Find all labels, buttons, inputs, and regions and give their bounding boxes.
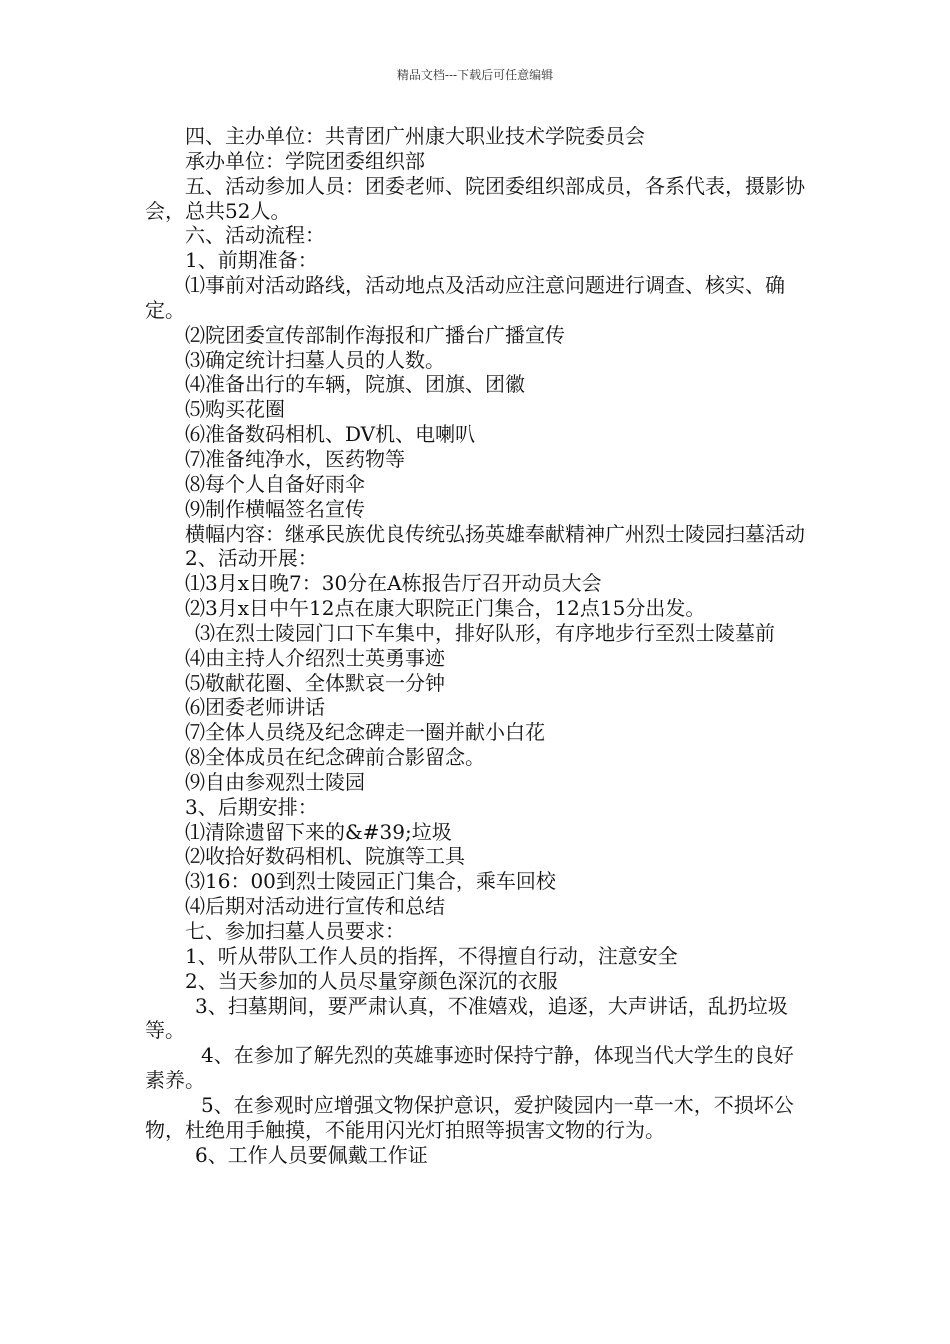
- paragraph: ⑷后期对活动进行宣传和总结: [185, 894, 445, 919]
- paragraph: 6、工作人员要佩戴工作证: [195, 1142, 428, 1167]
- paragraph: 1、听从带队工作人员的指挥，不得擅自行动，注意安全: [185, 943, 678, 968]
- paragraph: ⑻每个人自备好雨伞: [185, 471, 365, 496]
- paragraph: ⑵收拾好数码相机、院旗等工具: [185, 844, 465, 869]
- paragraph: 5、在参观时应增强文物保护意识，爱护陵园内一草一木，不损坏公物，杜绝用手触摸，不能用闪光灯拍照等损害文物的行为。: [145, 1092, 794, 1142]
- paragraph: ⑷由主持人介绍烈士英勇事迹: [185, 645, 445, 670]
- paragraph: 2、活动开展：: [185, 546, 318, 571]
- page-header-watermark: 精品文档---下载后可任意编辑: [396, 68, 554, 82]
- paragraph: ⑸敬献花圈、全体默哀一分钟: [185, 670, 445, 695]
- paragraph: ⑹准备数码相机、DV机、电喇叭: [185, 422, 476, 447]
- paragraph: ⑶确定统计扫墓人员的人数。: [185, 347, 445, 372]
- paragraph: ⑵3月x日中午12点在康大职院正门集合，12点15分出发。: [185, 596, 706, 621]
- paragraph: 3、扫墓期间，要严肃认真，不准嬉戏，追逐，大声讲话，乱扔垃圾等。: [145, 993, 788, 1043]
- paragraph: ⑺全体人员绕及纪念碑走一圈并献小白花: [185, 720, 545, 745]
- paragraph: ⑻全体成员在纪念碑前合影留念。: [185, 745, 485, 770]
- paragraph: 3、后期安排：: [185, 794, 318, 819]
- document-body: [145, 124, 810, 1167]
- paragraph: ⑼制作横幅签名宣传: [185, 496, 365, 521]
- paragraph: 4、在参加了解先烈的英雄事迹时保持宁静，体现当代大学生的良好素养。: [145, 1043, 794, 1093]
- paragraph: ⑴3月x日晚7：30分在A栋报告厅召开动员大会: [185, 571, 602, 596]
- paragraph: ⑷准备出行的车辆，院旗、团旗、团徽: [185, 372, 525, 397]
- paragraph: ⑴事前对活动路线，活动地点及活动应注意问题进行调查、核实、确定。: [145, 273, 785, 322]
- paragraph: ⑺准备纯净水，医药物等: [185, 446, 405, 471]
- paragraph: 五、活动参加人员：团委老师、院团委组织部成员，各系代表，摄影协会，总共52人。: [145, 173, 805, 223]
- paragraph: ⑹团委老师讲话: [185, 695, 325, 720]
- paragraph: ⑵院团委宣传部制作海报和广播台广播宣传: [185, 322, 565, 347]
- paragraph: 横幅内容：继承民族优良传统弘扬英雄奉献精神广州烈士陵园扫墓活动: [185, 521, 805, 546]
- paragraph: 承办单位：学院团委组织部: [185, 148, 425, 173]
- paragraph: ⑶在烈士陵园门口下车集中，排好队形，有序地步行至烈士陵墓前: [195, 620, 775, 645]
- paragraph: 1、前期准备：: [185, 248, 318, 273]
- paragraph: ⑴清除遗留下来的&#39;垃圾: [185, 819, 452, 844]
- paragraph: 2、当天参加的人员尽量穿颜色深沉的衣服: [185, 968, 558, 993]
- paragraph: ⑶16：00到烈士陵园正门集合，乘车回校: [185, 869, 556, 894]
- paragraph: 六、活动流程：: [185, 223, 325, 248]
- paragraph: 七、参加扫墓人员要求：: [185, 919, 405, 943]
- paragraph: ⑼自由参观烈士陵园: [185, 769, 365, 794]
- paragraph: ⑸购买花圈: [185, 397, 285, 422]
- paragraph: 四、主办单位：共青团广州康大职业技术学院委员会: [185, 124, 645, 148]
